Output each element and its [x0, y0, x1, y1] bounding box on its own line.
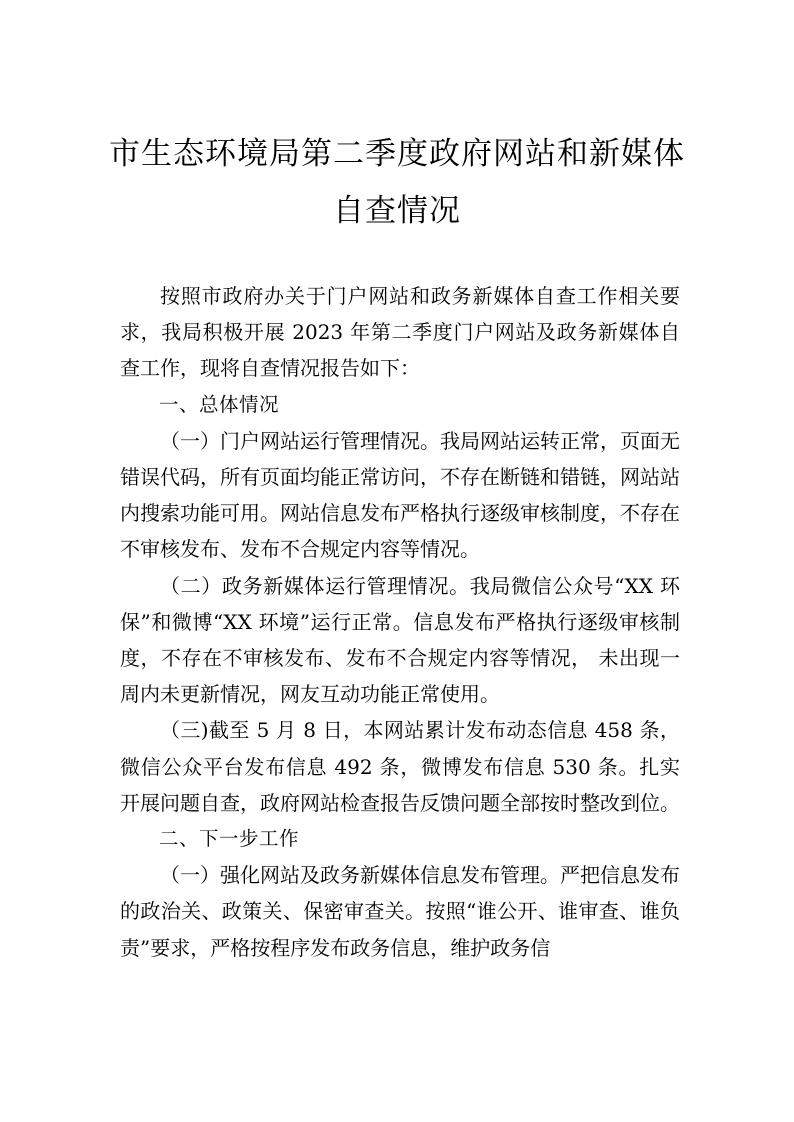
document-title-line-1: 市生态环境局第二季度政府网站和新媒体: [109, 136, 685, 172]
section-1-item-3-heading: （三)截至 5 月 8 日，: [160, 718, 364, 743]
section-1-item-1-paragraph: [120, 423, 680, 568]
section-1-item-2-heading: （二）政务新媒体运行管理情况。: [160, 573, 470, 598]
section-1-item-3-paragraph: [120, 712, 680, 821]
section-1-item-1-text: 我局网站运转正常，页面无错误代码，所有页面均能正常访问，不存在断链和错链，网站站内搜索功能可用。网站信息发布严格执行逐级审核制度，不存在不审核发布、发布不合规定内容等情况。: [120, 428, 680, 562]
document-title-line-2: 自查情况: [333, 193, 461, 229]
section-2-item-1-heading: （一）强化网站及政务新媒体信息发布管理。: [160, 863, 560, 888]
section-1-heading: 一、总体情况: [159, 392, 280, 416]
section-2-item-1-text: 严把信息发布的政治关、政策关、保密审查关。按照“谁公开、谁审查、谁负责”要求，严格按程序发布政务信息，维护政务信: [120, 863, 680, 960]
document-body: [120, 278, 680, 966]
section-1-item-1-heading: （一）门户网站运行管理情况。: [160, 428, 440, 453]
section-2-item-1-paragraph: [120, 857, 680, 966]
section-1-item-3-text: 本网站累计发布动态信息 458 条，微信公众平台发布信息 492 条，微博发布信息 530 条。扎实开展问题自查，政府网站检查报告反馈问题全部按时整改到位。: [120, 718, 681, 815]
section-1-item-2-paragraph: [120, 568, 680, 713]
section-2-heading: 二、下一步工作: [159, 827, 300, 851]
section-1-item-2-text: 我局微信公众号“XX 环保”和微博“XX 环境”运行正常。信息发布严格执行逐级审核制度，不存在不审核发布、发布不合规定内容等情况， 未出现一周内未更新情况，网友互动功能正常使用。: [120, 573, 681, 707]
intro-paragraph: 按照市政府办关于门户网站和政务新媒体自查工作相关要求，我局积极开展 2023 年第二季度门户网站及政务新媒体自查工作，现将自查情况报告如下：: [120, 284, 680, 381]
